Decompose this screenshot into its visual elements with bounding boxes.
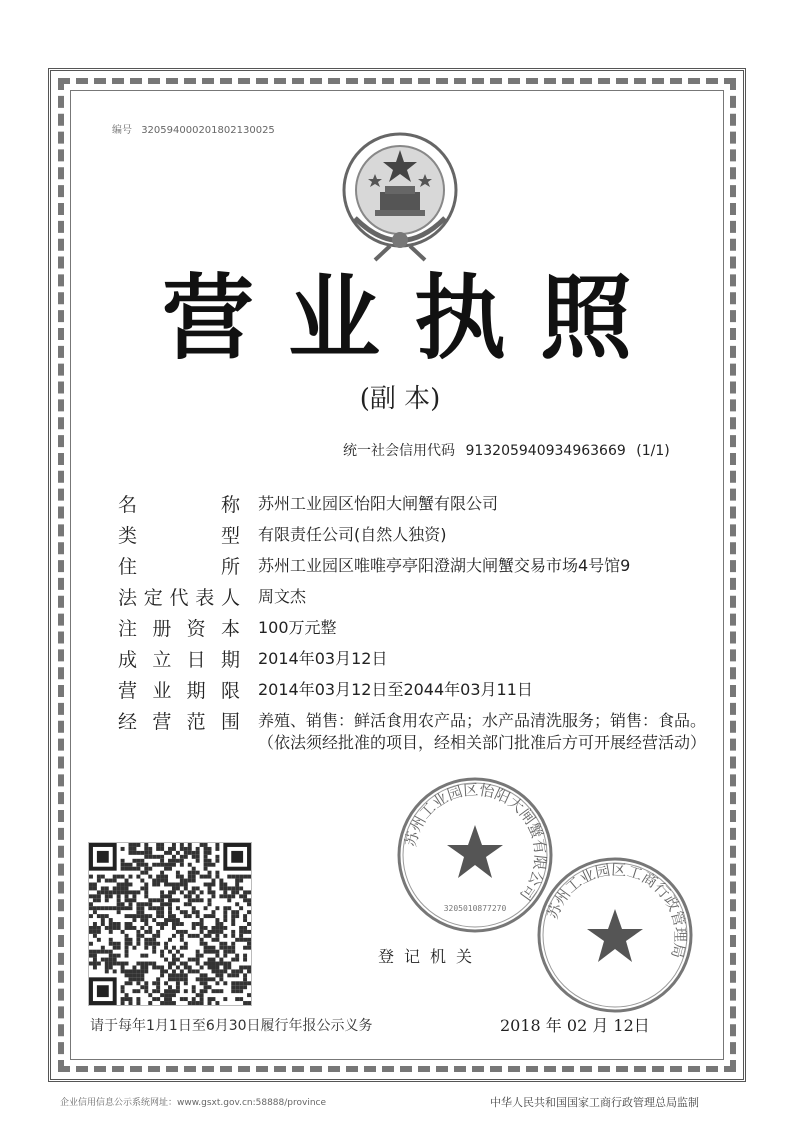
field-label: 注册资本	[118, 618, 240, 640]
field-label: 类型	[118, 525, 240, 547]
company-seal-number: 3205010877270	[443, 904, 507, 913]
footer-website: 企业信用信息公示系统网址：www.gsxt.gov.cn:58888/province	[60, 1098, 327, 1108]
authority-seal-icon	[535, 855, 695, 1015]
credit-code-value: 91320594093496366​9	[465, 443, 626, 459]
field-row	[118, 614, 718, 645]
field-label: 法定代表人	[118, 587, 240, 609]
field-value: 2014年03月12日	[258, 649, 388, 668]
annual-report-notice: 请于每年1月1日至6月30日履行年报公示义务	[90, 1018, 373, 1034]
license-fields	[118, 490, 718, 777]
field-value: 苏州工业园区怡阳大闸蟹有限公司	[258, 494, 499, 513]
field-value: 周文杰	[258, 587, 307, 606]
field-label: 经营范围	[118, 711, 240, 733]
serial-label: 编号	[112, 125, 132, 136]
field-label: 营业期限	[118, 680, 240, 702]
field-value: 养殖、销售：鲜活食用农产品；水产品清洗服务；销售：食品。（依法须经批准的项目，经相关部门批准后方可开展经营活动）	[258, 711, 707, 752]
serial-number	[112, 121, 275, 136]
field-label: 名称	[118, 494, 240, 516]
issue-date: 2018 年 02 月 12日	[500, 1016, 650, 1035]
document-subtitle: (副 本)	[359, 384, 441, 414]
field-row	[118, 676, 718, 707]
field-row	[118, 583, 718, 614]
national-emblem-icon	[335, 128, 465, 263]
authority-seal-text: 苏州工业园区工商行政管理局	[543, 860, 690, 961]
serial-value: 320594000201802130025	[141, 125, 275, 136]
field-row	[118, 552, 718, 583]
copy-indicator: (1/1)	[636, 443, 670, 459]
field-row	[118, 521, 718, 552]
document-title: 营业执照	[161, 264, 666, 372]
registration-authority-label: 登记机关	[378, 947, 483, 966]
field-label: 成立日期	[118, 649, 240, 671]
field-label: 住所	[118, 556, 240, 578]
company-seal-text: 苏州工业园区怡阳大闸蟹有限公司	[401, 780, 550, 905]
company-seal-icon	[395, 775, 555, 935]
field-row	[118, 645, 718, 676]
footer-issuer: 中华人民共和国国家工商行政管理总局监制	[490, 1096, 699, 1109]
field-value: 苏州工业园区唯唯亭亭阳澄湖大闸蟹交易市场4号馆9	[258, 556, 631, 575]
credit-code-line	[343, 440, 676, 460]
field-value: 有限责任公司(自然人独资)	[258, 525, 447, 544]
field-value: 2014年03月12日至2044年03月11日	[258, 680, 533, 699]
field-row-business-scope	[118, 707, 718, 777]
qr-code-icon[interactable]	[88, 842, 252, 1006]
field-row	[118, 490, 718, 521]
credit-code-label: 统一社会信用代码	[343, 443, 455, 459]
field-value: 100万元整	[258, 618, 337, 637]
